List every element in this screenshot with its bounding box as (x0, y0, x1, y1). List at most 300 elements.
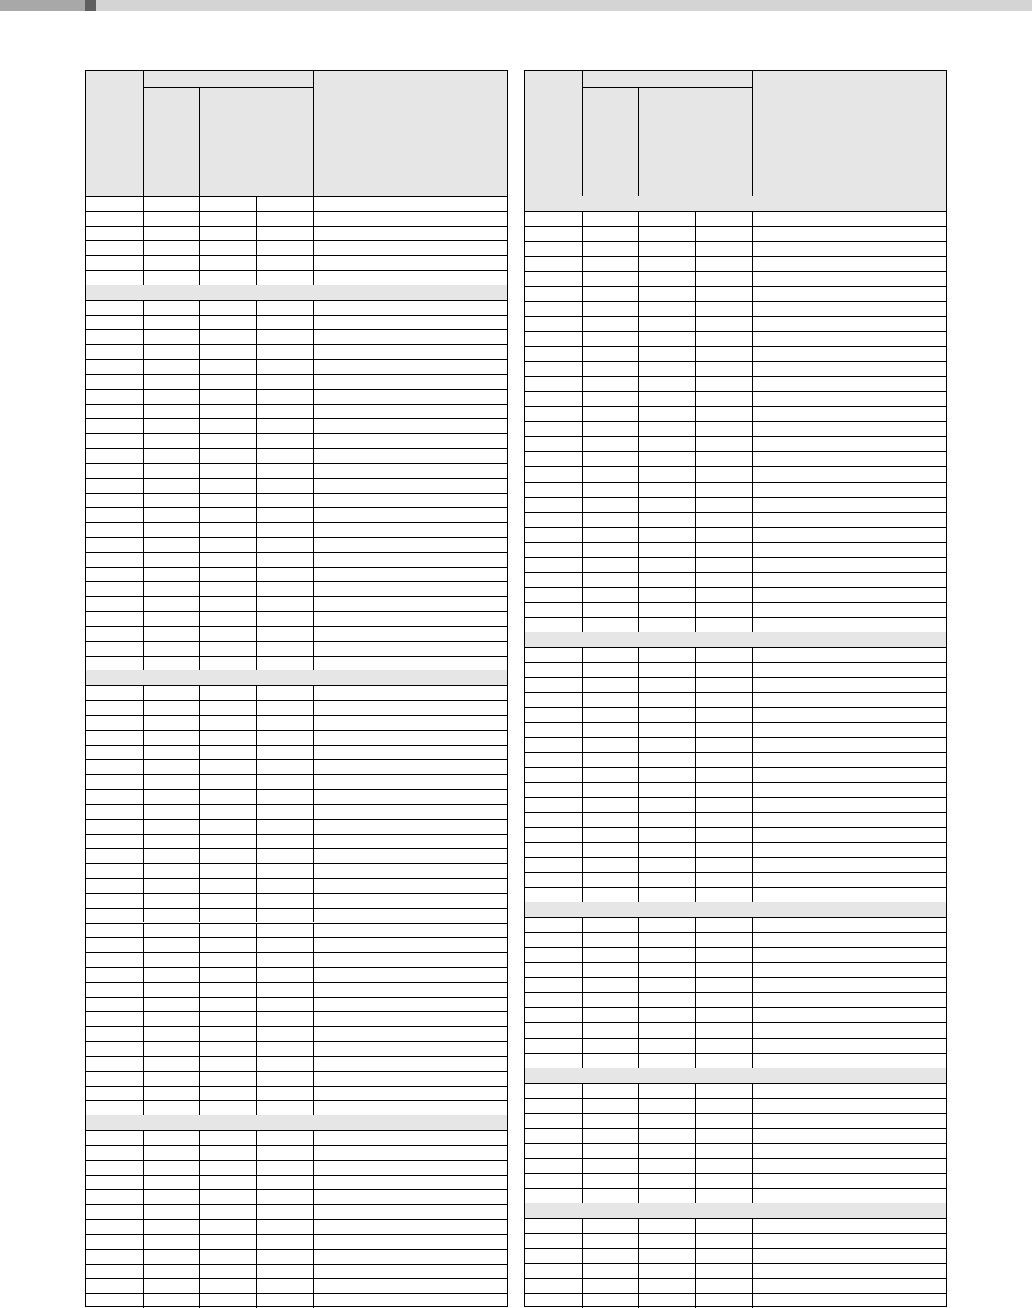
table-row-line (525, 301, 946, 302)
table-row-line (525, 872, 946, 873)
cell-divider (638, 376, 639, 391)
cell-divider (695, 466, 696, 481)
cell-divider (313, 730, 314, 745)
cell-divider (582, 797, 583, 812)
cell-divider (752, 421, 753, 436)
cell-divider (582, 1158, 583, 1173)
cell-divider (143, 952, 144, 967)
cell-divider (199, 493, 200, 508)
cell-divider (695, 662, 696, 677)
cell-divider (199, 581, 200, 596)
cell-divider (695, 752, 696, 767)
table-row-line (86, 300, 507, 301)
cell-divider (313, 982, 314, 997)
table-row-line (525, 1173, 946, 1174)
header-group-line (143, 87, 313, 88)
cell-divider (582, 1293, 583, 1308)
cell-divider (199, 300, 200, 315)
cell-divider (638, 451, 639, 466)
cell-divider (752, 962, 753, 977)
cell-divider (582, 211, 583, 226)
cell-divider (313, 641, 314, 656)
cell-divider (695, 1218, 696, 1233)
cell-divider (695, 376, 696, 391)
cell-divider (199, 1056, 200, 1071)
table-row-line (86, 433, 507, 434)
cell-divider (638, 992, 639, 1007)
cell-divider (313, 418, 314, 433)
cell-divider (752, 587, 753, 602)
cell-divider (582, 1113, 583, 1128)
cell-divider (199, 834, 200, 849)
cell-divider (695, 1022, 696, 1037)
cell-divider (638, 226, 639, 241)
cell-divider (256, 493, 257, 508)
cell-divider (143, 878, 144, 893)
cell-divider (752, 767, 753, 782)
cell-divider (313, 789, 314, 804)
header-bottom-line (86, 196, 507, 197)
cell-divider (695, 527, 696, 542)
table-row-line (525, 992, 946, 993)
cell-divider (638, 436, 639, 451)
cell-divider (638, 662, 639, 677)
cell-divider (638, 256, 639, 271)
cell-divider (638, 692, 639, 707)
cell-divider (256, 745, 257, 760)
cell-divider (143, 389, 144, 404)
cell-divider (199, 1234, 200, 1249)
cell-divider (143, 759, 144, 774)
cell-divider (199, 1100, 200, 1115)
cell-divider (256, 1026, 257, 1041)
cell-divider (582, 587, 583, 602)
table-row-line (86, 1056, 507, 1057)
cell-divider (199, 552, 200, 567)
cell-divider (256, 923, 257, 938)
table-right (524, 70, 947, 1307)
table-row-line (86, 1219, 507, 1220)
cell-divider (313, 1086, 314, 1101)
cell-divider (143, 1041, 144, 1056)
table-row-line (525, 286, 946, 287)
cell-divider (638, 527, 639, 542)
cell-divider (582, 391, 583, 406)
cell-divider (199, 1293, 200, 1308)
cell-divider (582, 857, 583, 872)
cell-divider (582, 497, 583, 512)
cell-divider (199, 700, 200, 715)
cell-divider (582, 722, 583, 737)
cell-divider (582, 436, 583, 451)
cell-divider (143, 745, 144, 760)
cell-divider (143, 715, 144, 730)
header-subdivider (199, 87, 200, 196)
cell-divider (199, 1011, 200, 1026)
header-divider (582, 71, 583, 196)
cell-divider (143, 1234, 144, 1249)
cell-divider (752, 1233, 753, 1248)
cell-divider (752, 1248, 753, 1263)
table-row-line (525, 827, 946, 828)
header-group-line (582, 87, 752, 88)
table-row-line (525, 1263, 946, 1264)
cell-divider (695, 782, 696, 797)
table-row-line (525, 797, 946, 798)
cell-divider (695, 587, 696, 602)
cell-divider (638, 917, 639, 932)
table-row-line (525, 812, 946, 813)
cell-divider (199, 478, 200, 493)
cell-divider (313, 463, 314, 478)
cell-divider (313, 967, 314, 982)
cell-divider (199, 1130, 200, 1145)
table-row-line (86, 1189, 507, 1190)
cell-divider (695, 226, 696, 241)
cell-divider (143, 1293, 144, 1308)
cell-divider (582, 226, 583, 241)
cell-divider (256, 1175, 257, 1190)
cell-divider (752, 1098, 753, 1113)
table-row-line (86, 685, 507, 686)
cell-divider (313, 1100, 314, 1115)
section-row (525, 1203, 946, 1218)
cell-divider (256, 404, 257, 419)
cell-divider (582, 737, 583, 752)
cell-divider (582, 421, 583, 436)
cell-divider (143, 641, 144, 656)
table-row-line (86, 1086, 507, 1087)
cell-divider (752, 256, 753, 271)
cell-divider (752, 1218, 753, 1233)
cell-divider (256, 1204, 257, 1219)
cell-divider (199, 359, 200, 374)
cell-divider (638, 286, 639, 301)
cell-divider (143, 1189, 144, 1204)
cell-divider (695, 301, 696, 316)
cell-divider (695, 737, 696, 752)
cell-divider (199, 240, 200, 255)
cell-divider (638, 617, 639, 632)
table-row-line (525, 662, 946, 663)
cell-divider (695, 647, 696, 662)
header-divider (143, 71, 144, 196)
cell-divider (582, 331, 583, 346)
table-row-line (525, 617, 946, 618)
cell-divider (752, 286, 753, 301)
table-row-line (525, 271, 946, 272)
table-row-line (86, 1160, 507, 1161)
cell-divider (695, 256, 696, 271)
cell-divider (313, 196, 314, 211)
cell-divider (582, 1233, 583, 1248)
cell-divider (752, 1007, 753, 1022)
table-row-line (86, 537, 507, 538)
cell-divider (695, 286, 696, 301)
table-row-line (86, 878, 507, 879)
table-row-line (525, 782, 946, 783)
cell-divider (199, 315, 200, 330)
section-row (525, 196, 946, 211)
cell-divider (256, 834, 257, 849)
cell-divider (752, 497, 753, 512)
section-row (525, 1068, 946, 1083)
section-row (86, 1115, 507, 1130)
table-header (525, 71, 946, 196)
cell-divider (199, 819, 200, 834)
cell-divider (199, 863, 200, 878)
cell-divider (256, 1189, 257, 1204)
cell-divider (313, 774, 314, 789)
cell-divider (752, 331, 753, 346)
cell-divider (143, 626, 144, 641)
table-row-line (86, 315, 507, 316)
cell-divider (695, 992, 696, 1007)
cell-divider (313, 745, 314, 760)
cell-divider (199, 1249, 200, 1264)
cell-divider (256, 329, 257, 344)
cell-divider (143, 1264, 144, 1279)
cell-divider (313, 596, 314, 611)
cell-divider (313, 404, 314, 419)
cell-divider (695, 1098, 696, 1113)
table-row-line (86, 389, 507, 390)
cell-divider (638, 1083, 639, 1098)
cell-divider (256, 685, 257, 700)
cell-divider (256, 1278, 257, 1293)
cell-divider (582, 707, 583, 722)
cell-divider (695, 1007, 696, 1022)
cell-divider (752, 1113, 753, 1128)
cell-divider (752, 887, 753, 902)
cell-divider (199, 389, 200, 404)
cell-divider (256, 1219, 257, 1234)
table-row-line (525, 1218, 946, 1219)
cell-divider (752, 857, 753, 872)
table-row-line (525, 1158, 946, 1159)
table-row-line (525, 211, 946, 212)
cell-divider (582, 241, 583, 256)
cell-divider (752, 797, 753, 812)
cell-divider (695, 497, 696, 512)
cell-divider (695, 872, 696, 887)
cell-divider (638, 782, 639, 797)
table-row-line (86, 270, 507, 271)
cell-divider (582, 1007, 583, 1022)
table-row-line (525, 346, 946, 347)
cell-divider (582, 527, 583, 542)
table-row-line (86, 581, 507, 582)
cell-divider (752, 1158, 753, 1173)
cell-divider (199, 715, 200, 730)
table-row-line (86, 626, 507, 627)
cell-divider (199, 1145, 200, 1160)
cell-divider (582, 767, 583, 782)
cell-divider (638, 752, 639, 767)
table-row-line (86, 1264, 507, 1265)
cell-divider (256, 567, 257, 582)
cell-divider (313, 863, 314, 878)
cell-divider (582, 1083, 583, 1098)
table-row-line (525, 361, 946, 362)
cell-divider (199, 567, 200, 582)
table-row-line (86, 1278, 507, 1279)
cell-divider (199, 522, 200, 537)
cell-divider (256, 893, 257, 908)
cell-divider (582, 361, 583, 376)
table-row-line (86, 611, 507, 612)
cell-divider (199, 804, 200, 819)
cell-divider (582, 1248, 583, 1263)
cell-divider (143, 804, 144, 819)
cell-divider (256, 522, 257, 537)
cell-divider (199, 433, 200, 448)
table-row-line (86, 819, 507, 820)
cell-divider (143, 374, 144, 389)
cell-divider (143, 1160, 144, 1175)
cell-divider (638, 827, 639, 842)
cell-divider (582, 992, 583, 1007)
cell-divider (752, 647, 753, 662)
cell-divider (256, 759, 257, 774)
table-row-line (525, 692, 946, 693)
table-row-line (525, 857, 946, 858)
cell-divider (256, 1264, 257, 1279)
cell-divider (695, 1128, 696, 1143)
cell-divider (199, 1041, 200, 1056)
cell-divider (695, 857, 696, 872)
cell-divider (752, 977, 753, 992)
cell-divider (582, 617, 583, 632)
cell-divider (256, 448, 257, 463)
cell-divider (638, 346, 639, 361)
cell-divider (695, 421, 696, 436)
table-row-line (525, 1293, 946, 1294)
cell-divider (752, 241, 753, 256)
cell-divider (638, 1263, 639, 1278)
cell-divider (313, 1175, 314, 1190)
cell-divider (313, 759, 314, 774)
cell-divider (313, 270, 314, 285)
cell-divider (313, 952, 314, 967)
cell-divider (752, 436, 753, 451)
cell-divider (313, 1189, 314, 1204)
cell-divider (752, 827, 753, 842)
cell-divider (143, 819, 144, 834)
cell-divider (143, 937, 144, 952)
table-row-line (86, 404, 507, 405)
cell-divider (313, 923, 314, 938)
cell-divider (582, 1053, 583, 1068)
cell-divider (752, 542, 753, 557)
cell-divider (143, 1175, 144, 1190)
table-row-line (86, 656, 507, 657)
cell-divider (143, 863, 144, 878)
cell-divider (143, 967, 144, 982)
cell-divider (695, 842, 696, 857)
table-row-line (525, 391, 946, 392)
cell-divider (638, 391, 639, 406)
cell-divider (143, 196, 144, 211)
cell-divider (256, 300, 257, 315)
table-row-line (86, 522, 507, 523)
cell-divider (638, 1143, 639, 1158)
table-row-line (86, 374, 507, 375)
cell-divider (582, 271, 583, 286)
cell-divider (256, 937, 257, 952)
table-row-line (86, 700, 507, 701)
table-row-line (86, 1011, 507, 1012)
table-row-line (86, 1204, 507, 1205)
cell-divider (695, 391, 696, 406)
cell-divider (638, 647, 639, 662)
cell-divider (638, 482, 639, 497)
cell-divider (143, 789, 144, 804)
cell-divider (256, 774, 257, 789)
cell-divider (638, 331, 639, 346)
cell-divider (638, 211, 639, 226)
cell-divider (638, 406, 639, 421)
cell-divider (256, 418, 257, 433)
cell-divider (582, 812, 583, 827)
cell-divider (638, 1128, 639, 1143)
table-row-line (525, 316, 946, 317)
cell-divider (143, 211, 144, 226)
cell-divider (199, 211, 200, 226)
cell-divider (752, 1173, 753, 1188)
cell-divider (695, 977, 696, 992)
cell-divider (695, 602, 696, 617)
cell-divider (582, 451, 583, 466)
cell-divider (199, 507, 200, 522)
cell-divider (256, 344, 257, 359)
table-row-line (86, 1026, 507, 1027)
cell-divider (582, 842, 583, 857)
cell-divider (582, 512, 583, 527)
cell-divider (256, 596, 257, 611)
cell-divider (199, 967, 200, 982)
cell-divider (638, 677, 639, 692)
cell-divider (313, 1249, 314, 1264)
cell-divider (695, 917, 696, 932)
cell-divider (143, 1071, 144, 1086)
cell-divider (582, 947, 583, 962)
cell-divider (199, 196, 200, 211)
table-row-line (86, 937, 507, 938)
cell-divider (638, 1218, 639, 1233)
cell-divider (199, 1189, 200, 1204)
cell-divider (143, 997, 144, 1012)
cell-divider (582, 346, 583, 361)
cell-divider (256, 1071, 257, 1086)
cell-divider (752, 842, 753, 857)
cell-divider (313, 581, 314, 596)
table-row-line (86, 1130, 507, 1131)
cell-divider (695, 932, 696, 947)
cell-divider (143, 1026, 144, 1041)
cell-divider (695, 1113, 696, 1128)
cell-divider (313, 493, 314, 508)
cell-divider (199, 923, 200, 938)
cell-divider (638, 857, 639, 872)
cell-divider (752, 557, 753, 572)
cell-divider (199, 270, 200, 285)
table-row-line (86, 596, 507, 597)
cell-divider (582, 286, 583, 301)
cell-divider (582, 1038, 583, 1053)
header-subdivider (638, 87, 639, 196)
cell-divider (638, 271, 639, 286)
